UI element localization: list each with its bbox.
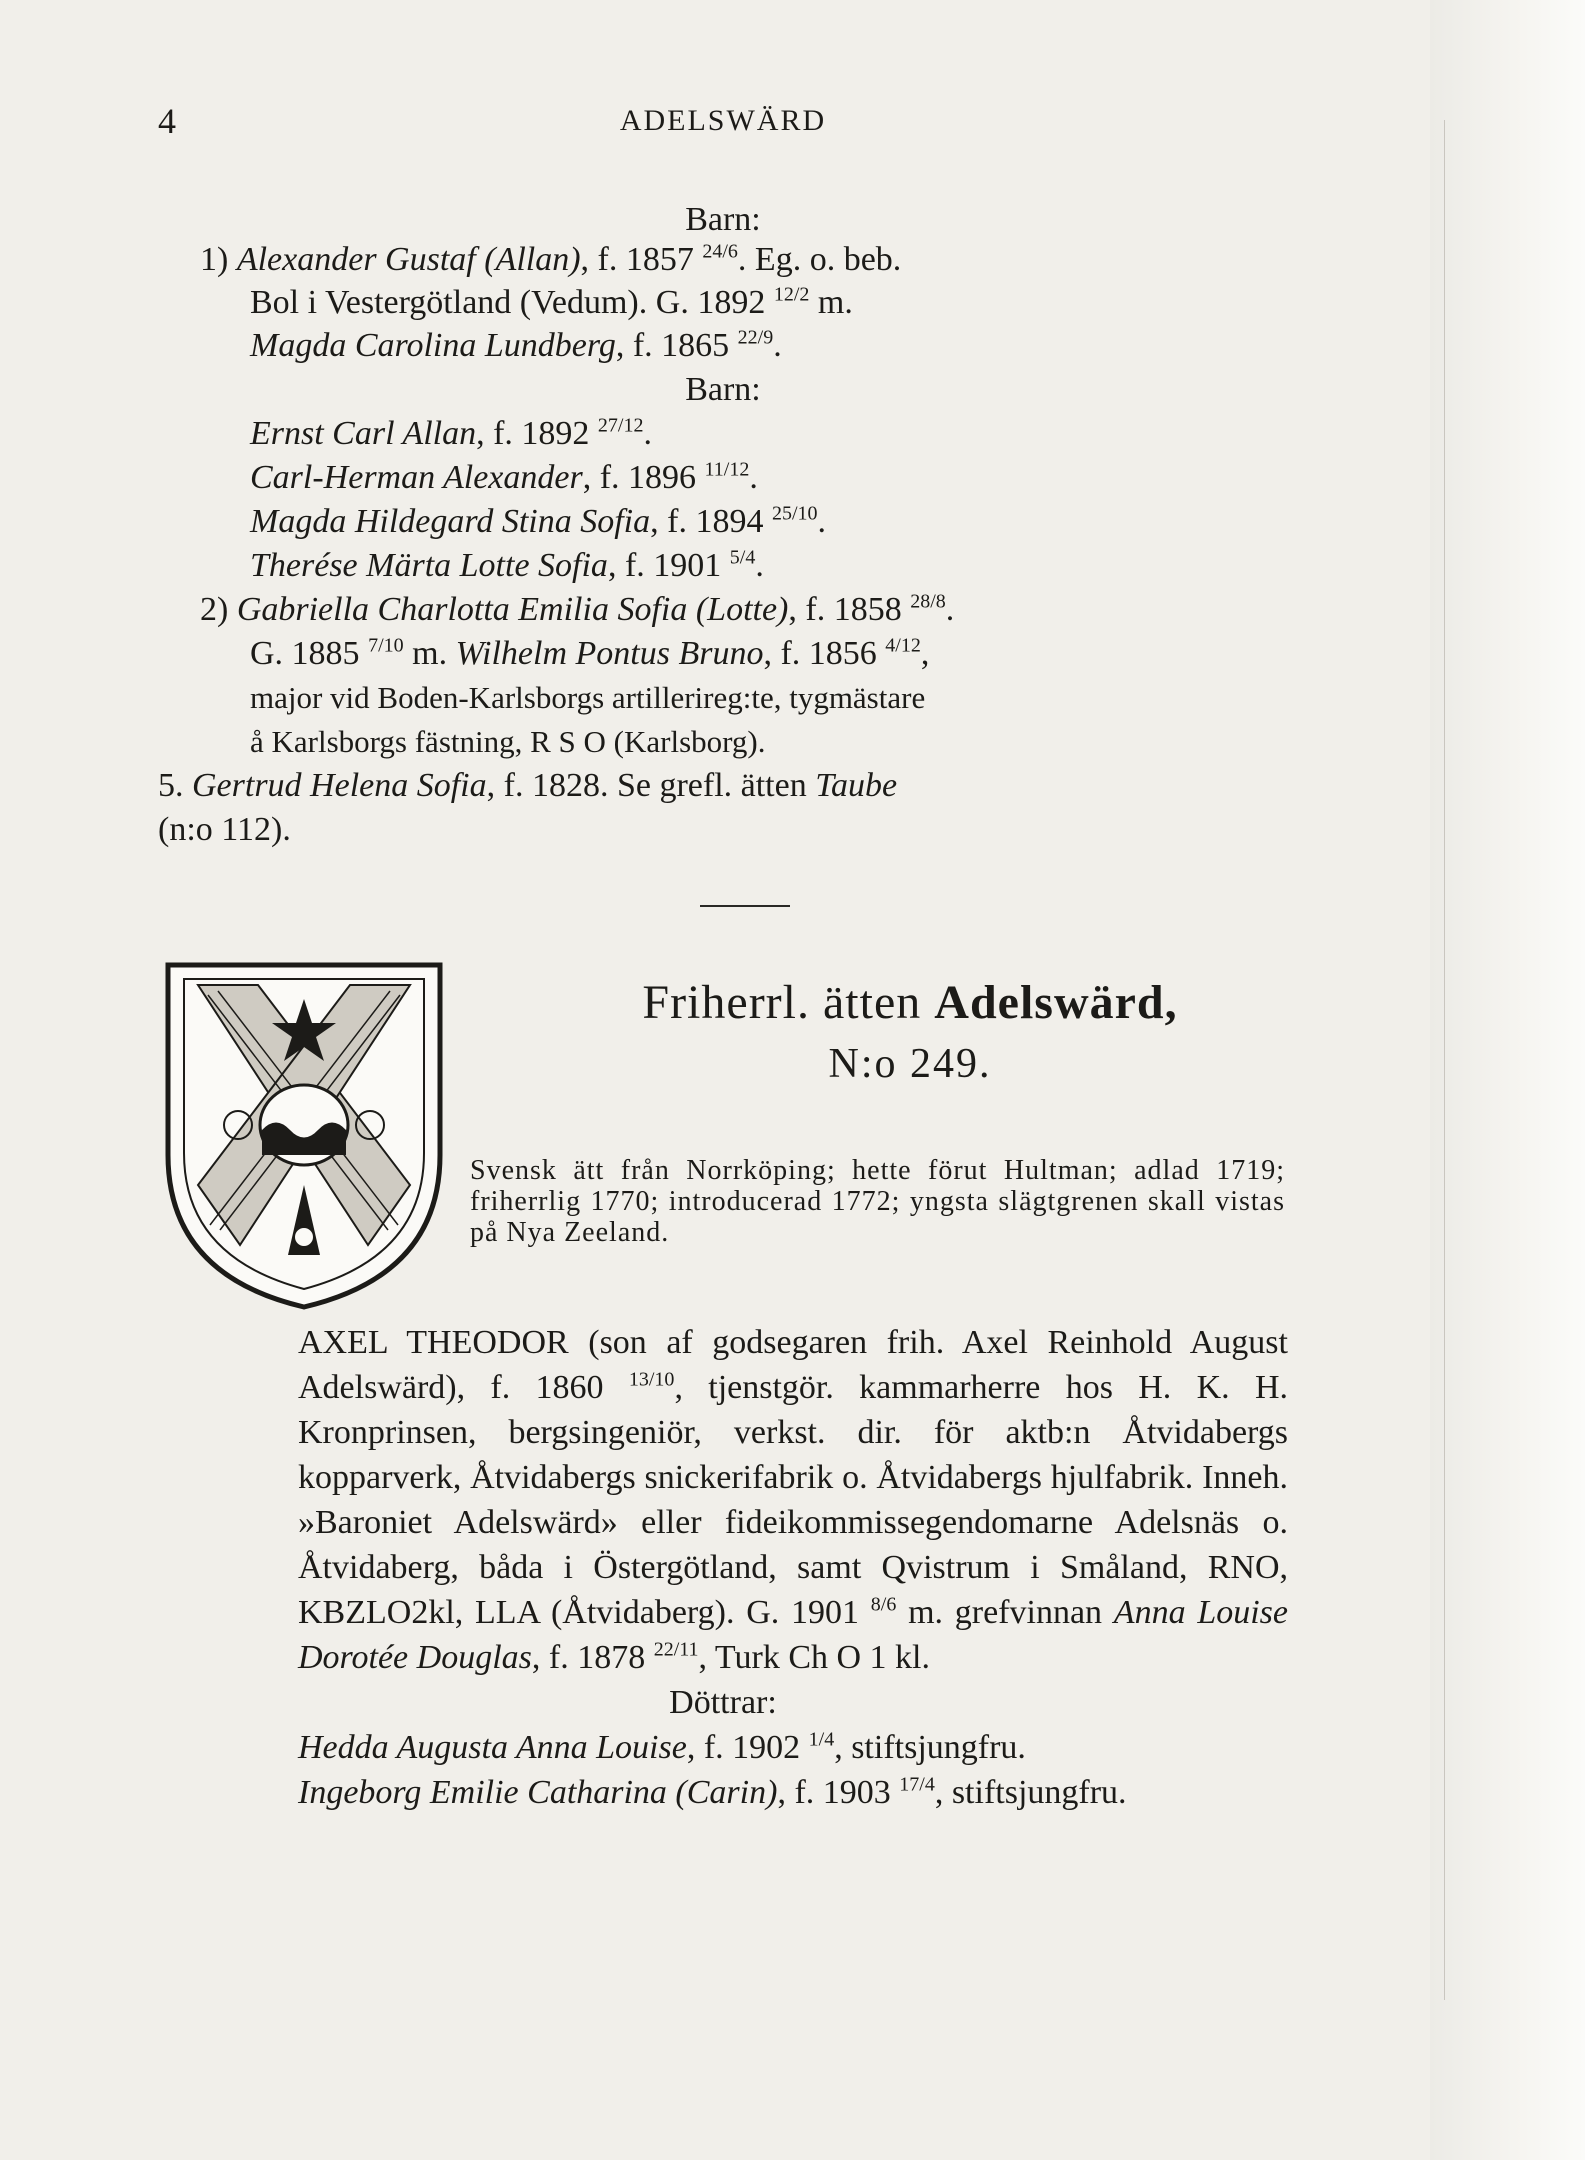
d1-date: 1/4 [808,1728,835,1751]
child2-gdate: 7/10 [368,634,404,657]
main-p4: , f. 1878 [531,1639,646,1676]
main-p5: , Turk Ch O 1 kl. [698,1639,931,1676]
child1-m: m. [817,284,853,321]
main-entry [298,1320,1288,1815]
title-prefix: Friherrl. ätten [642,976,922,1029]
child2-year: 1858 [833,591,902,628]
main-p1: AXEL THEODOR (son af godsegaren frih. Axel Reinhold August Adelswärd), f. 1860 [298,1324,1288,1406]
main-p2: , tjenstgör. kammarherre hos H. K. H. Kronprinsen, bergsingeniör, verkst. dir. för aktb:n Åtvidabergs kopparverk, Åtvidabergs snickerifabrik o. Åtvidabergs hjulfabrik. Inneh. »Baroniet Adelswärd» eller fideikommissegendomarne Adelsnäs o. Åtvidaberg, båda i Östergötland, samt Qvistrum i Småland, RNO, KBZLO2kl, LLA (Åtvidaberg). G. 1901 [298,1369,1289,1631]
item5-line2: (n:o 112). [158,811,291,848]
main-p1-date: 13/10 [628,1368,675,1391]
running-head: ADELSWÄRD [619,104,827,137]
d1-end: , stiftsjungfru. [834,1729,1026,1766]
item5-rest: f. 1828. Se grefl. ätten [503,767,807,804]
gc2-date: 11/12 [704,458,750,481]
spouse2-line2: major vid Boden-Karlsborgs artillerireg:te, tygmästare [250,680,926,715]
dottrar-heading: Döttrar: [669,1684,777,1721]
title-name: Adelswärd, [934,976,1178,1029]
grandchild3: Magda Hildegard Stina Sofia, f. 1894 $^{25/10}$. [250,502,827,540]
gc3-date: 25/10 [771,502,818,525]
d2-name: Ingeborg Emilie Catharina (Carin) [298,1774,778,1811]
child1-year: 1857 [625,241,694,278]
child2-g: G. 1885 [250,635,360,672]
page-number: 4 [158,101,176,141]
wife-name: Anna Louise Dorotée Douglas [298,1594,1288,1676]
child2-marriage-line: G. 1885 $^{7/10}$ m. Wilhelm Pontus Bruno, f. 1856 $^{4/12}$, [250,634,930,672]
section-divider [700,905,790,907]
spouse1-name: Magda Carolina Lundberg [250,327,616,364]
d2-date: 17/4 [899,1773,935,1796]
page-header [158,100,1288,140]
spouse1-line: Magda Carolina Lundberg, f. 1865 $^{22/9}$. [250,326,782,364]
family-description: Svensk ätt från Norrköping; hette förut Hultman; adlad 1719; friherrlig 1770; introducerad 1772; yngsta slägtgrenen skall vistas på Nya Zeeland. [470,1155,1285,1248]
child2-line: 2) Gabriella Charlotta Emilia Sofia (Lotte), f. 1858 $^{28/8}$. [200,590,955,628]
child1-gdate: 12/2 [773,283,810,306]
barn2-heading: Barn: [685,371,761,408]
child1-bol-line [250,283,853,323]
child2-date: 28/8 [910,590,946,613]
grandchild1: Ernst Carl Allan, f. 1892 $^{27/12}$. [250,414,652,452]
item5-num: 5. [158,767,184,804]
gc2-name: Carl-Herman Alexander [250,459,583,496]
gc1-date: 27/12 [597,414,644,437]
main-p2-date: 8/6 [870,1593,897,1616]
daughter2 [298,1770,1288,1815]
d2-rest: , f. 1903 [777,1774,891,1811]
main-p3: m. grefvinnan [908,1594,1103,1631]
gc1-name: Ernst Carl Allan [250,415,477,452]
child1-line: 1) Alexander Gustaf (Allan), f. 1857 $^{24/6}$. Eg. o. beb. [200,240,902,278]
gc3-year: 1894 [695,503,764,540]
gc4-name: Therése Märta Lotte Sofia [250,547,608,584]
grandchild2: Carl-Herman Alexander, f. 1896 $^{11/12}$. [250,458,758,496]
item5-ref: Taube [815,767,898,804]
spouse2-year: 1856 [808,635,877,672]
gc3-name: Magda Hildegard Stina Sofia [250,503,651,540]
item5-name: Gertrud Helena Sofia [192,767,487,804]
d1-rest: , f. 1902 [686,1729,801,1766]
spouse2-date: 4/12 [885,634,921,657]
spouse1-year: 1865 [661,327,730,364]
gc4-date: 5/4 [729,546,756,569]
child1-date: 24/6 [702,240,738,263]
spouse2-name: Wilhelm Pontus Bruno [455,635,764,672]
child1-bol: Bol i Vestergötland (Vedum). G. 1892 [250,284,766,321]
d1-name: Hedda Augusta Anna Louise [298,1729,687,1766]
item5-line: 5. Gertrud Helena Sofia, f. 1828. Se grefl. ätten Taube [158,767,898,804]
gc4-year: 1901 [653,547,722,584]
grandchild4: Therése Märta Lotte Sofia, f. 1901 $^{5/4}$. [250,546,764,584]
page-edge [1430,0,1585,2160]
main-p4-date: 22/11 [653,1638,699,1661]
family-number: N:o 249. [828,1041,992,1087]
barn-heading: Barn: [685,201,761,238]
spouse1-date: 22/9 [737,326,774,349]
gc2-year: 1896 [628,459,697,496]
coat-of-arms-icon [158,955,450,1315]
child2-num: 2) [200,591,229,628]
daughter1 [298,1725,1288,1770]
d2-end: , stiftsjungfru. [934,1774,1127,1811]
child2-m: m. [412,635,448,672]
child1-rest: Eg. o. beb. [754,241,902,278]
child2-name: Gabriella Charlotta Emilia Sofia (Lotte) [236,591,789,628]
family-title [540,975,1280,1030]
child1-name: Alexander Gustaf (Allan) [236,241,581,278]
spouse2-line3: å Karlsborgs fästning, R S O (Karlsborg). [250,724,766,759]
gc1-year: 1892 [521,415,590,452]
